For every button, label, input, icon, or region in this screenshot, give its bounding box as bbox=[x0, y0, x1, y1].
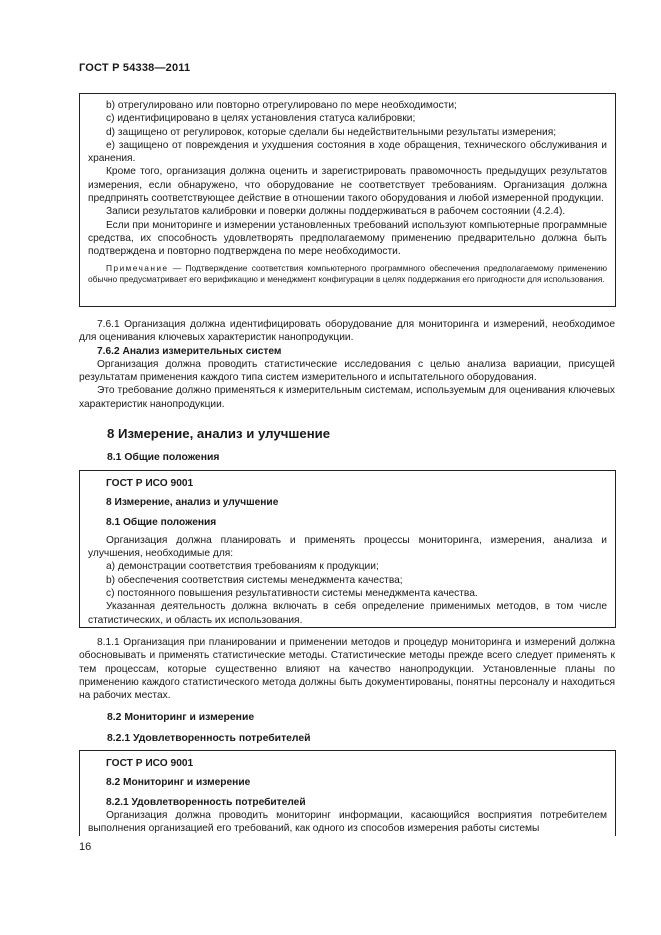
list-item-b: b) обеспечения соответствия системы менеджмента качества; bbox=[106, 574, 403, 586]
list-item-c: c) постоянного повышения результативности системы менеджмента качества. bbox=[106, 588, 478, 600]
section-8-1-1-text bbox=[79, 636, 615, 702]
list-item-c: c) идентифицировано в целях установления статуса калибровки; bbox=[106, 113, 416, 125]
subsection-8-2-1-heading: 8.2.1 Удовлетворенность потребителей bbox=[107, 733, 311, 744]
quoted-standard-box-3 bbox=[79, 750, 616, 836]
list-item-b: b) отрегулировано или повторно отрегулировано по мере необходимости; bbox=[106, 100, 457, 111]
box-heading-8-2-1: 8.2.1 Удовлетворенность потребителей bbox=[106, 796, 306, 808]
box-heading-8-2: 8.2 Мониторинг и измерение bbox=[106, 777, 251, 789]
paragraph-7-6-2-b: Это требование должно применяться к измерительным системам, используемым для оценивания ключевых характеристик нанопродукции. bbox=[79, 385, 615, 410]
box-standard-reference: ГОСТ Р ИСО 9001 bbox=[106, 758, 194, 769]
paragraph-7-6-2-a: Организация должна проводить статистические исследования с целью анализа вариации, присущей результатам применения каждого типа систем измерительного и испытательного оборудования. bbox=[79, 358, 615, 384]
note-label: Примечание bbox=[106, 262, 169, 273]
paragraph-calibration-records: Записи результатов калибровки и поверки должны поддерживаться в рабочем состоянии (4.2.4). bbox=[106, 206, 566, 218]
subsection-8-2-heading: 8.2 Мониторинг и измерение bbox=[107, 712, 255, 723]
quoted-standard-box-1 bbox=[79, 93, 616, 307]
quoted-standard-box-2 bbox=[79, 470, 616, 628]
paragraph-software-confirmation: Если при мониторинге и измерении установленных требований используют компьютерные программные средства, их способность удовлетворять предполагаемому применению предварительно должна быть подтверждена и повторно подтверждена по мере необходимости. bbox=[88, 219, 607, 258]
paragraph-7-6-1: 7.6.1 Организация должна идентифицировать оборудование для мониторинга и измерений, необходимое для оценивания ключевых характеристик нанопродукции. bbox=[79, 319, 615, 344]
section-7-6-text bbox=[79, 318, 615, 411]
box-paragraph-activity: Указанная деятельность должна включать в себя определение применимых методов, в том числе статистических, и область их использования. bbox=[88, 601, 607, 626]
list-item-e: e) защищено от повреждения и ухудшения состояния в ходе обращения, технического обслуживания и хранения. bbox=[88, 139, 607, 165]
list-item-a: a) демонстрации соответствия требованиям к продукции; bbox=[106, 561, 379, 573]
box-heading-8: 8 Измерение, анализ и улучшение bbox=[106, 497, 279, 509]
paragraph-8-1-1: 8.1.1 Организация при планировании и применении методов и процедур мониторинга и измерений должна обосновывать и применять статистические методы. Статистические методы прежде всего следует применять к тем процессам, которые существенно влияют на качество нанопродукции. Установленные планы по применению каждого статистического метода должны быть документированы, понятны персоналу и находиться на рабочих местах. bbox=[79, 637, 615, 702]
heading-7-6-2: 7.6.2 Анализ измерительных систем bbox=[97, 345, 282, 357]
box-standard-reference: ГОСТ Р ИСО 9001 bbox=[106, 478, 194, 489]
note-paragraph bbox=[88, 263, 607, 285]
box-paragraph-planning: Организация должна планировать и применять процессы мониторинга, измерения, анализа и улучшения, необходимые для: bbox=[88, 534, 607, 560]
subsection-8-1-heading: 8.1 Общие положения bbox=[107, 452, 220, 463]
document-code-header: ГОСТ Р 54338—2011 bbox=[79, 62, 191, 74]
section-8-heading: 8 Измерение, анализ и улучшение bbox=[107, 426, 331, 441]
list-item-d: d) защищено от регулировок, которые сделали бы недействительными результаты измерения; bbox=[106, 126, 557, 138]
box-heading-8-1: 8.1 Общие положения bbox=[106, 516, 217, 528]
paragraph-previous-results: Кроме того, организация должна оценить и зарегистрировать правомочность предыдущих результатов измерения, если обнаружено, что оборудование не соответствует требованиям. Организация должна предпринять соответствующее действие в отношении такого оборудования и любой измеренной продукции. bbox=[88, 166, 607, 205]
note-text: — Подтверждение соответствия компьютерного программного обеспечения предполагаемому применению обычно предусматривает его верификацию и менеджмент конфигурации в целях поддержания его пригодности для использования. bbox=[88, 262, 607, 284]
box-paragraph-customer-monitoring: Организация должна проводить мониторинг информации, касающийся восприятия потребителем выполнения организацией его требований, как одного из способов измерения работы системы bbox=[88, 809, 607, 835]
page-number: 16 bbox=[79, 841, 92, 853]
